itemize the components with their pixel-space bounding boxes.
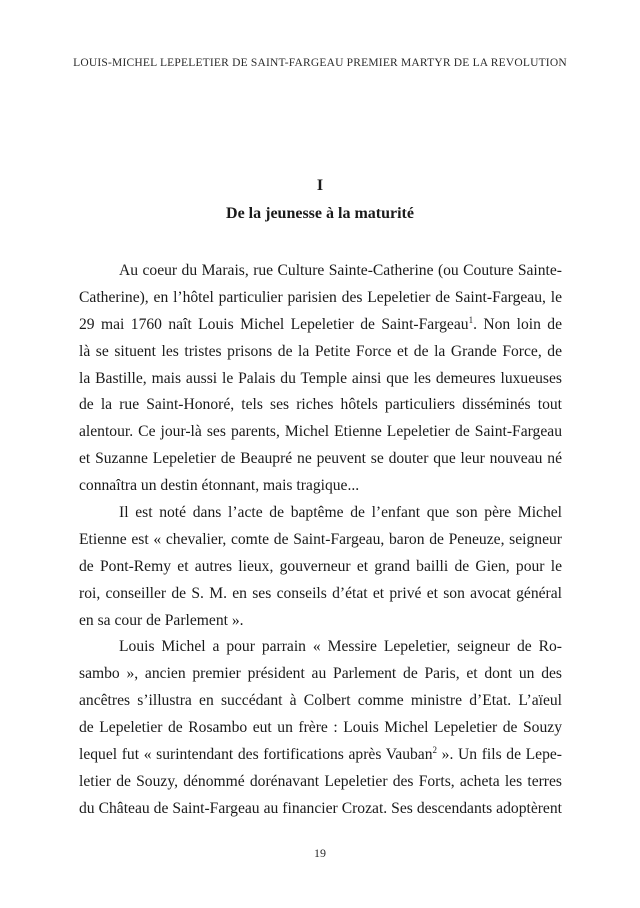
text-span: ». Un fils de Lepe- [437,746,562,764]
text-line: connaîtra un destin étonnant, mais tragique... [79,477,360,495]
text-line: de Lepeletier de Rosambo eut un frère : Louis Michel Lepeletier de Souzy [79,719,562,737]
chapter-title: De la jeunesse à la maturité [226,205,414,222]
text-line: letier de Souzy, dénommé dorénavant Lepeletier des Forts, acheta les terres [79,772,562,790]
text-line: en sa cour de Parlement ». [79,611,244,629]
text-line: Louis Michel a pour parrain « Messire Lepeletier, seigneur de Ro- [119,638,562,656]
chapter-number: I [316,177,324,194]
text-line: sambo », ancien premier président au Parlement de Paris, et dont un des [79,665,562,683]
text-line: ancêtres s’illustra en succédant à Colbert comme ministre d’Etat. L’aïeul [79,692,562,710]
text-line: là se situent les tristes prisons de la Petite Force et de la Grande Force, de [79,342,562,360]
text-line: de la rue Saint-Honoré, tels ses riches hôtels particuliers disséminés tout [79,396,562,414]
body-text [79,258,562,823]
footnote-ref[interactable]: 1 [468,314,474,325]
text-line: la Bastille, mais aussi le Palais du Temple ainsi que les demeures luxueuses [79,369,562,387]
text-line: alentour. Ce jour-là ses parents, Michel Etienne Lepeletier de Saint-Fargeau [79,423,562,441]
text-span: 29 mai 1760 naît Louis Michel Lepeletier de Saint-Fargeau [79,315,469,333]
text-line: Etienne est « chevalier, comte de Saint-Fargeau, baron de Peneuze, seigneur [79,530,562,548]
page-number: 19 [314,846,326,860]
text-line: du Château de Saint-Fargeau au financier Crozat. Ses descendants adoptèrent [79,799,562,817]
footnote-ref[interactable]: 2 [432,745,438,756]
running-head: LOUIS-MICHEL LEPELETIER DE SAINT-FARGEAU PREMIER MARTYR DE LA REVOLUTION [73,57,567,69]
text-line [79,742,562,769]
text-line: de Pont-Remy et autres lieux, gouverneur et grand bailli de Gien, pour le [79,557,562,575]
text-span: lequel fut « surintendant des fortifications après Vauban [79,746,433,764]
text-line: Catherine), en l’hôtel particulier parisien des Lepeletier de Saint-Fargeau, le [79,288,562,306]
text-span: . Non loin de [473,315,562,333]
text-line [79,312,562,339]
text-line: roi, conseiller de S. M. en ses conseils d’état et privé et son avocat général [79,584,562,602]
text-line: Au coeur du Marais, rue Culture Sainte-Catherine (ou Couture Sainte- [119,262,562,279]
text-line: Il est noté dans l’acte de baptême de l’enfant que son père Michel [119,504,562,522]
text-line: et Suzanne Lepeletier de Beaupré ne peuvent se douter que leur nouveau né [79,450,562,468]
